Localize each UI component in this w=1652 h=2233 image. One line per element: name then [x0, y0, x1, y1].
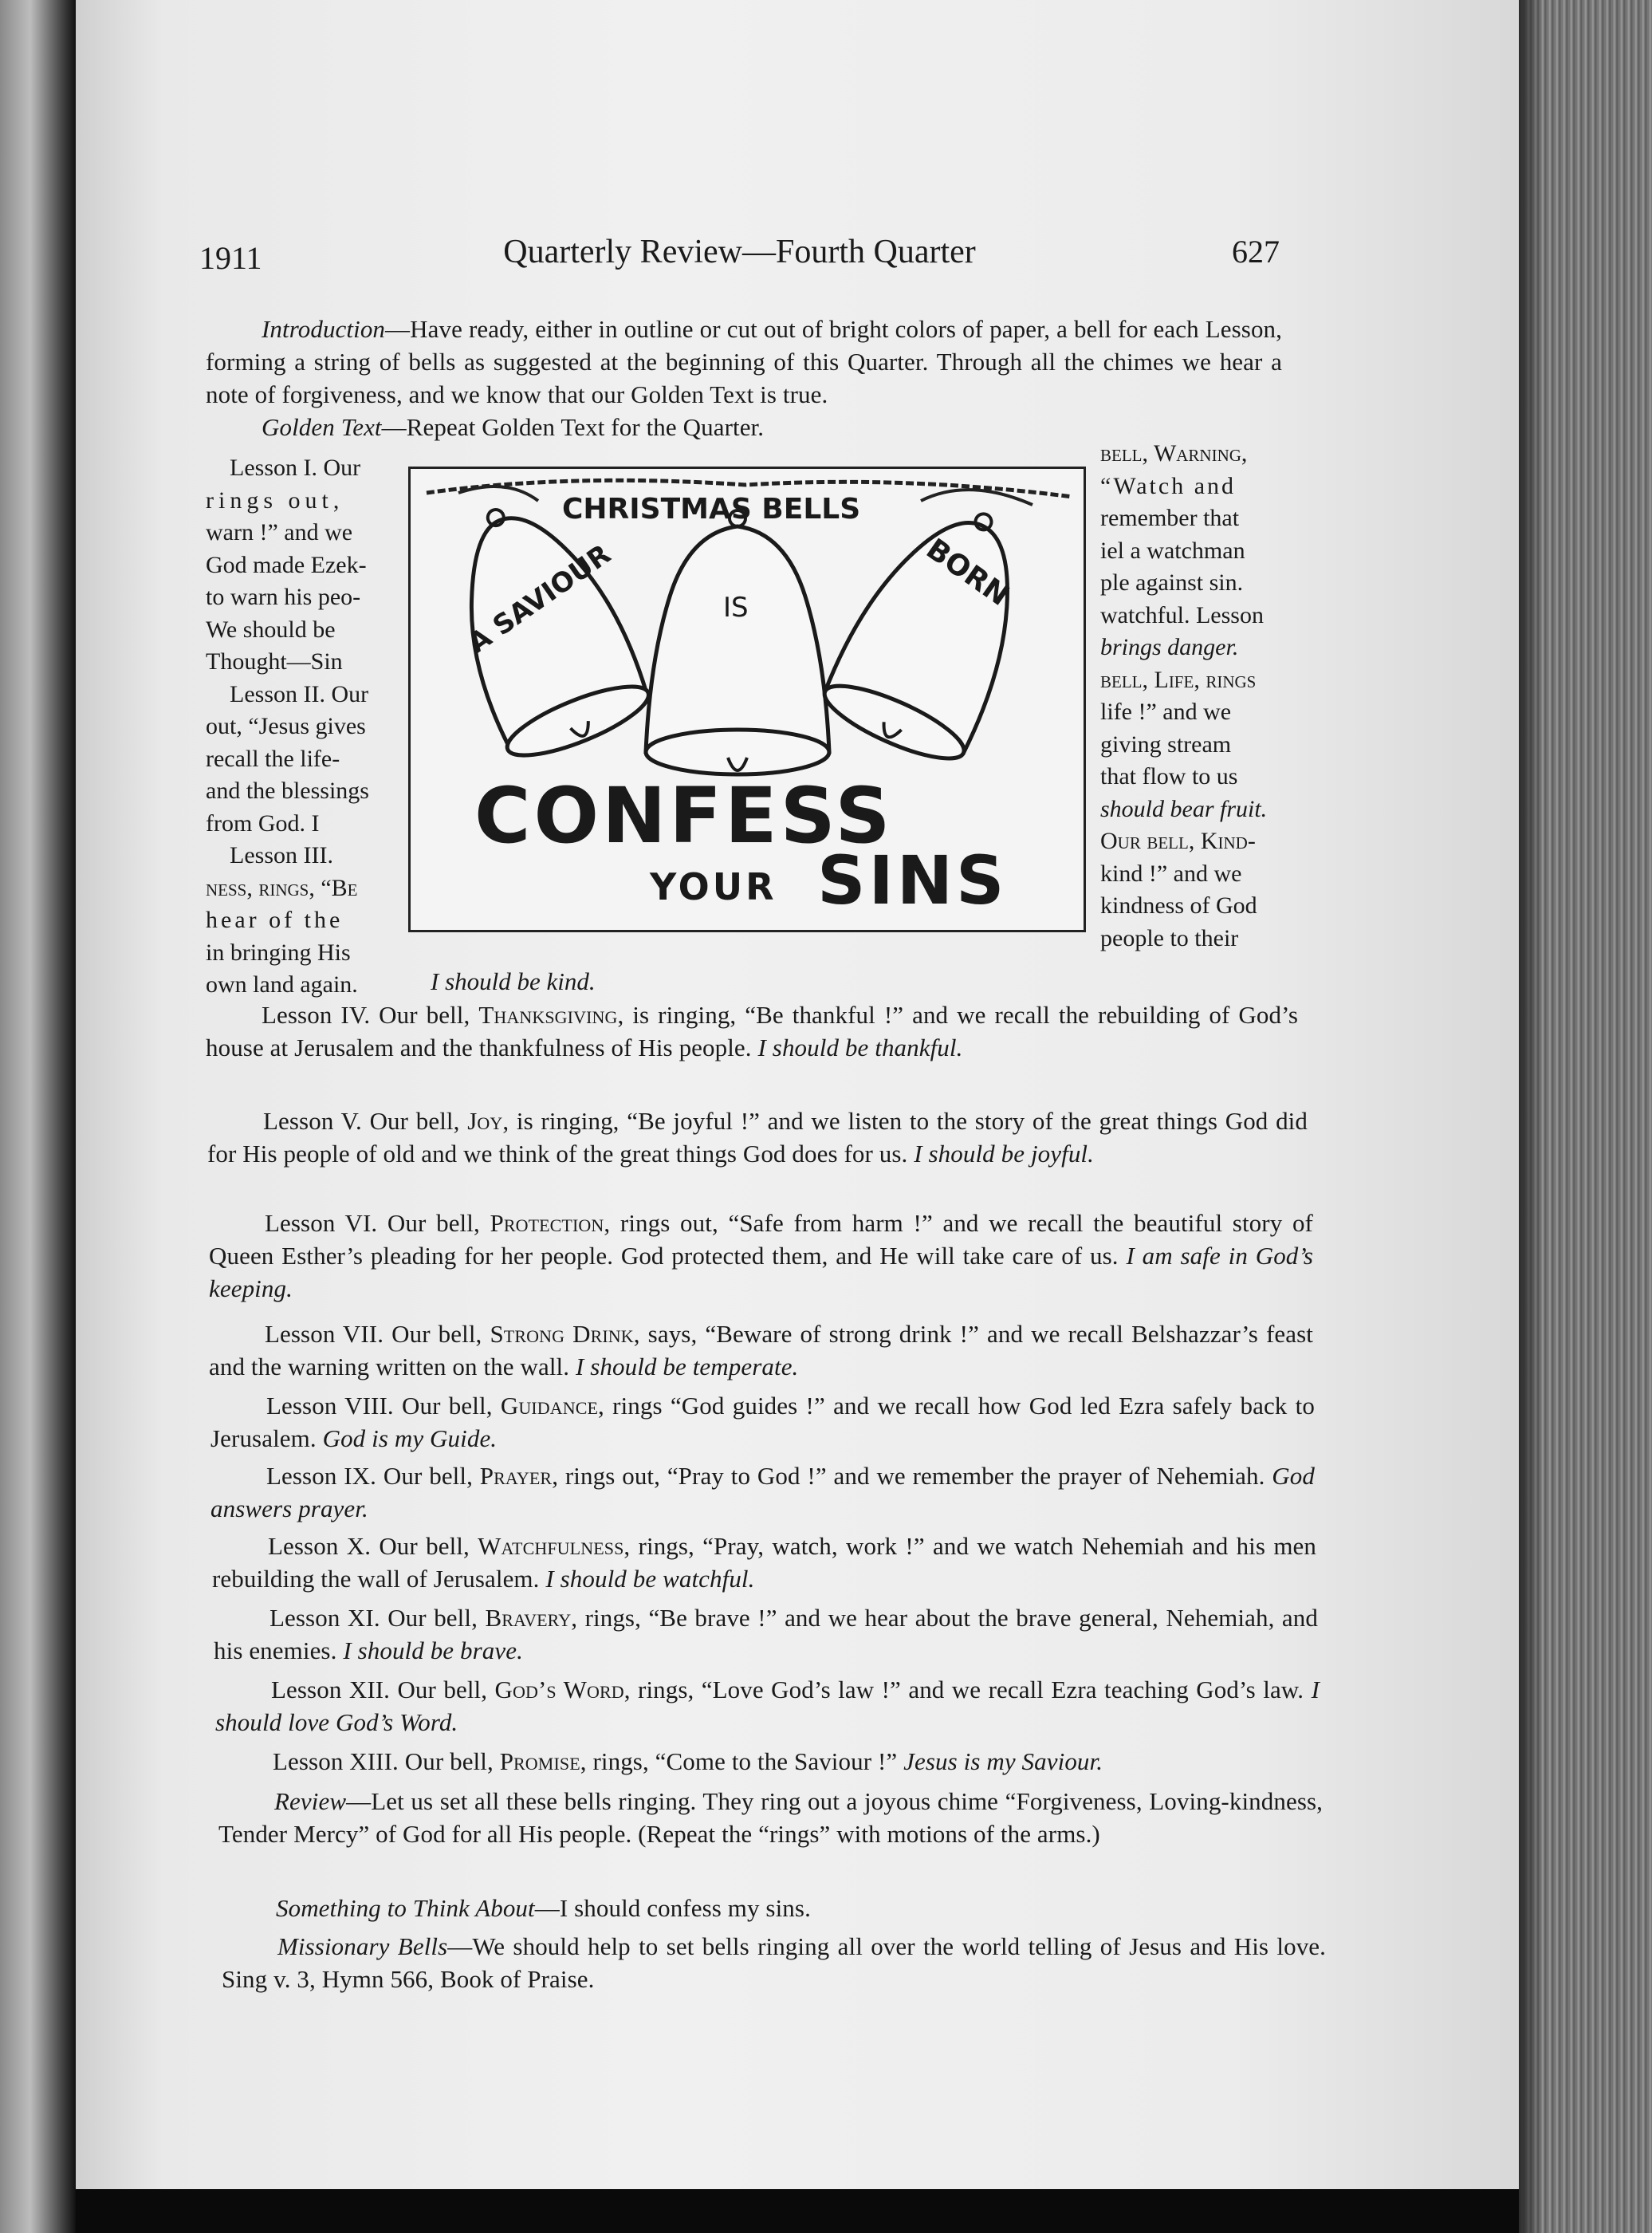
page-number: 627: [1232, 234, 1280, 270]
column-line: kindness of God: [1100, 892, 1257, 919]
column-line: “Watch and: [1100, 472, 1237, 499]
right-bell: [816, 483, 1056, 772]
column-line: from God. I: [206, 809, 320, 837]
column-line: out, “Jesus gives: [206, 713, 366, 739]
column-line: iel a watchman: [1100, 537, 1245, 564]
figure-caption: I should be kind.: [431, 967, 596, 995]
right-bell-text: BORN: [920, 532, 1015, 613]
garland-loop-right: [921, 490, 1032, 505]
your-text: YOUR: [650, 865, 777, 908]
column-line: bell, Life, rings: [1100, 666, 1257, 693]
column-line: ness, rings, “Be: [206, 874, 358, 901]
column-line: bell, Warning,: [1100, 440, 1248, 467]
column-line: hear of the: [206, 907, 344, 933]
column-line: God made Ezek-: [206, 551, 367, 578]
column-line: warn !” and we: [206, 519, 353, 545]
center-bell: [646, 510, 829, 774]
header-year: 1911: [199, 240, 262, 276]
intro-label: Introduction: [262, 315, 386, 343]
column-line: brings danger.: [1100, 634, 1239, 660]
column-line: Lesson II. Our: [230, 680, 369, 707]
column-line: in bringing His: [206, 939, 351, 966]
review-paragraph: Review—Let us set all these bells ringing. They ring out a joyous chime “Forgiveness, Loving-kindness, Tender Mercy” of God for all His people. (Repeat the “rings” with motions of the arms.): [218, 1787, 1323, 1848]
lesson-paragraph: Lesson VI. Our bell, Protection, rings out, “Safe from harm !” and we recall the beautiful story of Queen Esther’s pleading for her people. God protected them, and He will take care of us. I am safe in God’s keeping.: [209, 1209, 1313, 1302]
running-header: [199, 233, 1280, 281]
column-line: giving stream: [1100, 731, 1232, 758]
banner-text: CHRISTMAS BELLS: [562, 493, 861, 526]
golden-text-label: Golden Text: [262, 413, 382, 441]
lesson-paragraph: Lesson VII. Our bell, Strong Drink, says, “Beware of strong drink !” and we recall Belshazzar’s feast and the warning written on the wall. I should be temperate.: [209, 1320, 1313, 1380]
book-left-edge: [0, 0, 76, 2233]
column-line: Thought—Sin: [206, 648, 343, 675]
bells-drawing: [411, 469, 1084, 930]
header-title: Quarterly Review—Fourth Quarter: [503, 234, 976, 270]
column-line: ple against sin.: [1100, 569, 1244, 596]
column-line: rings out,: [206, 486, 344, 514]
column-line: and the blessings: [206, 778, 369, 804]
golden-text-paragraph: [206, 411, 1083, 443]
intro-paragraph: [206, 313, 1282, 411]
golden-text-text: —Repeat Golden Text for the Quarter.: [381, 413, 765, 441]
column-line: watchful. Lesson: [1100, 601, 1264, 628]
left-bell-text: A SAVIOUR: [462, 538, 617, 660]
think-paragraph: Something to Think About—I should confess my sins.: [276, 1894, 811, 1922]
lesson-paragraph: Lesson XI. Our bell, Bravery, rings, “Be brave !” and we hear about the brave general, Nehemiah, and his enemies. I should be brave.: [214, 1604, 1318, 1664]
column-line: Lesson I. Our: [230, 455, 361, 481]
page-bottom-shadow: [76, 2189, 1519, 2233]
column-line: We should be: [206, 616, 336, 643]
missionary-paragraph: Missionary Bells—We should help to set bells ringing all over the world telling of Jesus and His love. Sing v. 3, Hymn 566, Book of Praise.: [222, 1932, 1326, 1993]
lesson-paragraph: Lesson VIII. Our bell, Guidance, rings “God guides !” and we recall how God led Ezra safely back to Jerusalem. God is my Guide.: [210, 1392, 1315, 1452]
column-line: recall the life-: [206, 745, 340, 772]
column-line: to warn his peo-: [206, 584, 361, 610]
sins-text: SINS: [817, 841, 1008, 920]
column-line: people to their: [1100, 924, 1239, 951]
lesson-paragraph: Lesson X. Our bell, Watchfulness, rings, “Pray, watch, work !” and we watch Nehemiah and his men rebuilding the wall of Jerusalem. I should be watchful.: [212, 1532, 1317, 1593]
column-line: Lesson III.: [230, 842, 333, 868]
column-line: own land again.: [206, 971, 358, 998]
column-line: should bear fruit.: [1100, 795, 1268, 822]
center-bell-text: IS: [723, 592, 749, 624]
column-line: that flow to us: [1100, 763, 1238, 790]
lesson-paragraph: Lesson XII. Our bell, God’s Word, rings, “Love God’s law !” and we recall Ezra teaching God’s law. I should love God’s Word.: [215, 1676, 1320, 1736]
lesson-paragraph: Lesson XIII. Our bell, Promise, rings, “Come to the Saviour !” Jesus is my Saviour.: [273, 1747, 1103, 1775]
garland-loop-left: [458, 486, 538, 501]
column-line: kind !” and we: [1100, 860, 1242, 887]
book-page-edges: [1519, 0, 1652, 2233]
column-line: remember that: [1100, 505, 1240, 531]
column-line: life !” and we: [1100, 699, 1232, 725]
christmas-bells-illustration: [408, 467, 1086, 932]
lesson-paragraph: Lesson V. Our bell, Joy, is ringing, “Be joyful !” and we listen to the story of the great things God did for His people of old and we think of the great things God does for us. I should be joyful.: [207, 1107, 1308, 1168]
left-text-column: [206, 452, 401, 1002]
confess-text: CONFESS: [474, 771, 894, 861]
intro-text: —Have ready, either in outline or cut out of bright colors of paper, a bell for each Lesson, forming a string of bells as suggested at the beginning of this Quarter. Through all the chimes we hear a note of forgiveness, and we know that our Golden Text is true.: [206, 315, 1282, 408]
lesson-paragraph: Lesson IV. Our bell, Thanksgiving, is ringing, “Be thankful !” and we recall the rebuilding of God’s house at Jerusalem and the thankfulness of His people. I should be thankful.: [206, 1001, 1298, 1061]
lesson-paragraph: Lesson IX. Our bell, Prayer, rings out, “Pray to God !” and we remember the prayer of Nehemiah. God answers prayer.: [210, 1462, 1315, 1522]
column-line: Our bell, Kind-: [1100, 828, 1256, 854]
right-text-column: [1100, 438, 1296, 955]
